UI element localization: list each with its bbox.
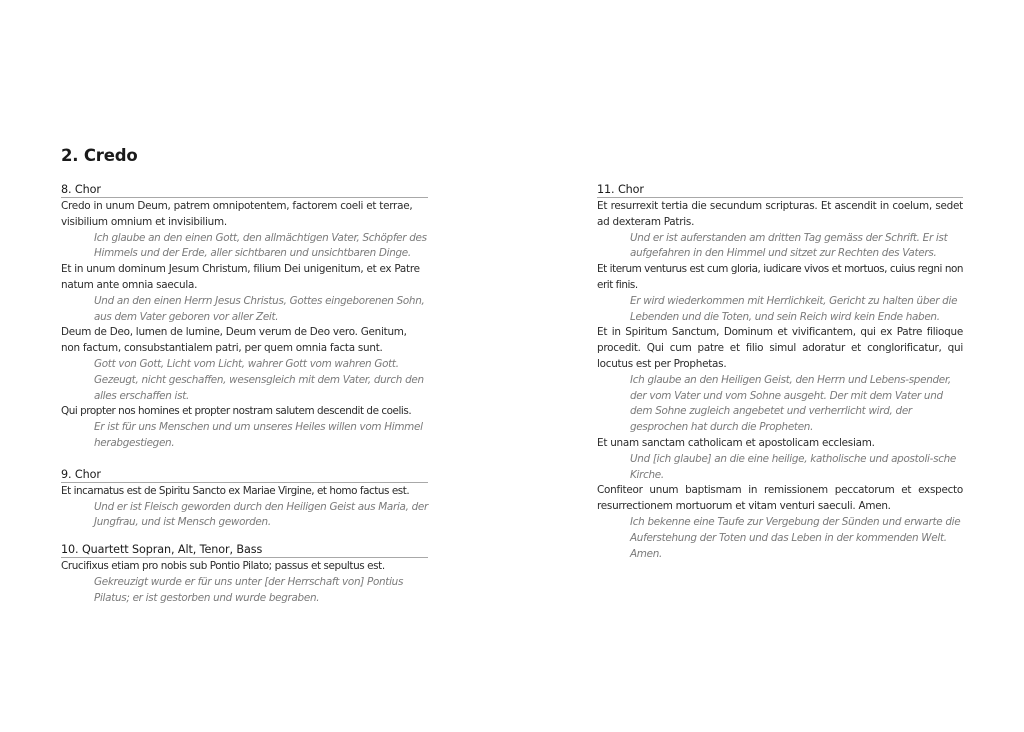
german-translation: Gekreuzigt wurde er für uns unter [der Herrschaft von] Pontius Pilatus; er ist gestorben und wurde begraben.: [94, 575, 404, 604]
section-11-chor: [597, 183, 963, 562]
section-9-chor: [61, 468, 428, 531]
latin-verse: Crucifixus etiam pro nobis sub Pontio Pilato; passus et sepultus est.: [61, 560, 385, 573]
german-translation: Er wird wiederkommen mit Herrlichkeit, Gericht zu halten über die Lebenden und die Toten, und sein Reich wird kein Ende haben.: [630, 294, 958, 323]
right-column: [597, 183, 963, 574]
latin-verse: Et in unum dominum Jesum Christum, filium Dei unigenitum, et ex Patre natum ante omnia saecula.: [61, 263, 420, 291]
german-translation: Und an den einen Herrn Jesus Christus, Gottes eingeborenen Sohn, aus dem Vater geboren vor aller Zeit.: [94, 294, 425, 323]
latin-verse: Et unam sanctam catholicam et apostolicam ecclesiam.: [597, 436, 875, 449]
left-column: [61, 183, 428, 619]
latin-verse: Et in Spiritum Sanctum, Dominum et vivificantem, qui ex Patre filioque procedit. Qui cum patre et filio simul adoratur et conglorificatur, qui locutus est per Prophetas.: [597, 326, 963, 370]
section-8-chor: [61, 183, 428, 452]
latin-verse: Et resurrexit tertia die secundum scripturas. Et ascendit in coelum, sedet ad dexteram Patris.: [597, 200, 963, 228]
section-heading: 8. Chor: [61, 183, 428, 198]
latin-verse: Confiteor unum baptismam in remissionem peccatorum et exspecto resurrectionem mortuorum et vitam venturi saeculi. Amen.: [597, 484, 963, 513]
german-translation: Ich glaube an den Heiligen Geist, den Herrn und Lebens-spender, der vom Vater und vom Sohne ausgeht. Der mit dem Vater und dem Sohne zugleich angebetet und verherrlicht wird, der gesprochen hat durch die Propheten.: [630, 373, 951, 434]
latin-verse: Credo in unum Deum, patrem omnipotentem, factorem coeli et terrae, visibilium omnium et invisibilium.: [61, 200, 413, 228]
latin-verse: Qui propter nos homines et propter nostram salutem descendit de coelis.: [61, 405, 412, 418]
latin-verse: Et iterum venturus est cum gloria, iudicare vivos et mortuos, cuius regni non erit finis.: [597, 263, 963, 291]
german-translation: Er ist für uns Menschen und um unseres Heiles willen vom Himmel herabgestiegen.: [94, 421, 423, 449]
german-translation: Ich bekenne eine Taufe zur Vergebung der Sünden und erwarte die Auferstehung der Toten und das Leben in der kommenden Welt. Amen.: [630, 515, 961, 560]
german-translation: Und [ich glaube] an die eine heilige, katholische und apostoli-sche Kirche.: [630, 452, 956, 481]
section-heading: 10. Quartett Sopran, Alt, Tenor, Bass: [61, 543, 428, 558]
page-title: 2. Credo: [61, 146, 138, 165]
section-10-quartett: [61, 543, 428, 606]
german-translation: Gott von Gott, Licht vom Licht, wahrer Gott vom wahren Gott. Gezeugt, nicht geschaffen, wesensgleich mit dem Vater, durch den alles erschaffen ist.: [94, 357, 424, 402]
german-translation: Ich glaube an den einen Gott, den allmächtigen Vater, Schöpfer des Himmels und der Erde, aller sichtbaren und unsichtbaren Dinge.: [94, 231, 427, 260]
section-heading: 9. Chor: [61, 468, 428, 483]
section-heading: 11. Chor: [597, 183, 963, 198]
latin-verse: Et incarnatus est de Spiritu Sancto ex Mariae Virgine, et homo factus est.: [61, 484, 410, 497]
german-translation: Und er ist Fleisch geworden durch den Heiligen Geist aus Maria, der Jungfrau, und ist Mensch geworden.: [94, 500, 428, 529]
german-translation: Und er ist auferstanden am dritten Tag gemäss der Schrift. Er ist aufgefahren in den Himmel und sitzet zur Rechten des Vaters.: [630, 231, 948, 260]
latin-verse: Deum de Deo, lumen de lumine, Deum verum de Deo vero. Genitum, non factum, consubstantialem patri, per quem omnia facta sunt.: [61, 326, 407, 355]
